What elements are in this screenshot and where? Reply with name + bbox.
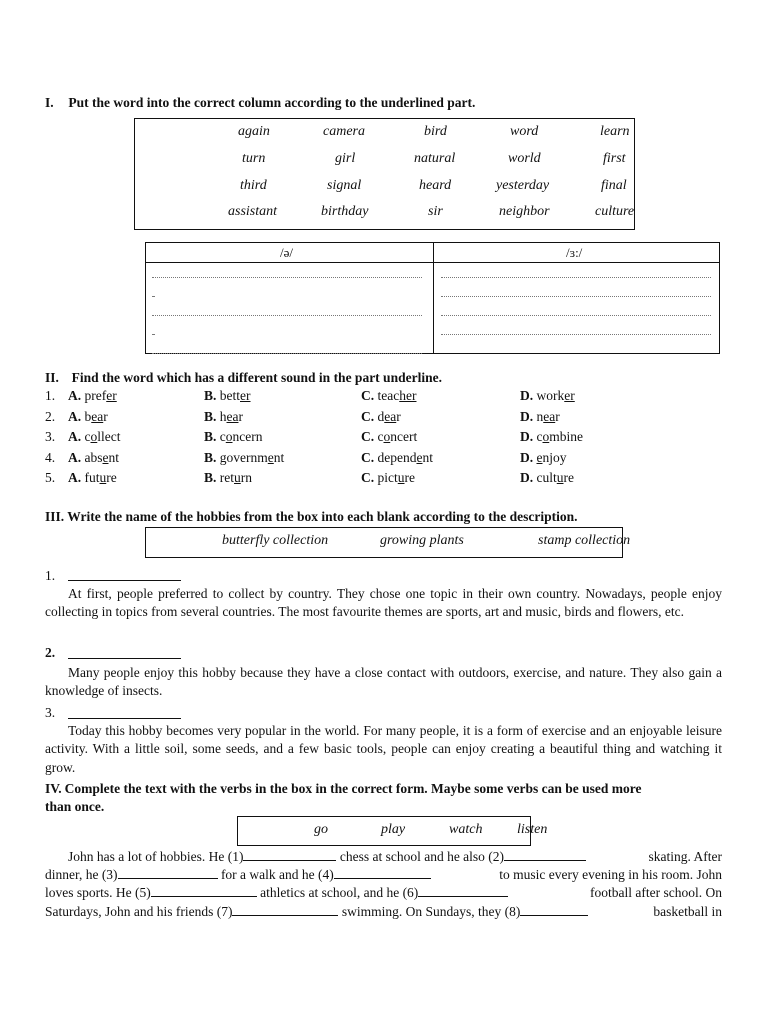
- option-underlined-part: e: [416, 449, 423, 465]
- option-underlined-part: u: [556, 470, 564, 485]
- section1-instruction: Put the word into the correct column according to the underlined part.: [68, 95, 476, 110]
- option-word-part: abs: [84, 449, 103, 465]
- option-letter: A.: [68, 449, 82, 465]
- word-cell: girl: [335, 151, 356, 166]
- option-letter: B.: [204, 388, 217, 403]
- verb-option: play: [381, 822, 406, 837]
- answer-option[interactable]: [204, 470, 252, 486]
- option-letter: A.: [68, 408, 82, 424]
- option-underlined-part: u: [99, 470, 107, 485]
- hobby-answer-blank[interactable]: [68, 580, 181, 581]
- option-word-part: r: [238, 408, 243, 424]
- option-word-part: r: [555, 408, 560, 424]
- option-underlined-part: u: [234, 470, 241, 485]
- option-word-part: re: [563, 470, 574, 485]
- option-letter: D.: [520, 388, 534, 403]
- option-letter: D.: [520, 470, 534, 485]
- answer-option[interactable]: [361, 470, 415, 486]
- option-word-part: b: [84, 408, 92, 424]
- answer-option[interactable]: [204, 450, 284, 466]
- option-underlined-part: ea: [226, 408, 239, 424]
- option-word-part: c: [219, 429, 226, 444]
- word-cell: signal: [327, 178, 362, 193]
- option-word-part: r: [396, 408, 401, 424]
- word-cell: sir: [428, 204, 443, 219]
- option-underlined-part: er: [240, 388, 251, 403]
- word-cell: learn: [600, 124, 630, 139]
- section2-heading: [45, 370, 442, 386]
- column-header-schwa: /ə/: [280, 245, 293, 260]
- passage-line: [45, 848, 722, 866]
- hobby-answer-blank[interactable]: [68, 718, 181, 719]
- word-cell: turn: [242, 151, 266, 166]
- option-underlined-part: o: [90, 429, 98, 444]
- option-underlined-part: ea: [91, 408, 104, 424]
- section4-number: IV.: [45, 781, 62, 796]
- answer-option[interactable]: [361, 429, 417, 445]
- option-word-part: re: [106, 470, 117, 485]
- option-underlined-part: e: [267, 449, 274, 465]
- word-cell: bird: [424, 124, 447, 139]
- passage: [45, 848, 722, 921]
- option-word-part: pict: [377, 470, 398, 485]
- verb-blank-8[interactable]: [520, 903, 588, 916]
- option-letter: D.: [520, 449, 534, 465]
- option-underlined-part: u: [397, 470, 405, 485]
- passage-text: skating. After: [648, 849, 722, 864]
- option-word-part: pref: [84, 388, 107, 403]
- section1-number: I.: [45, 95, 54, 110]
- section3-instruction: Write the name of the hobbies from the box into each blank according to the description.: [67, 509, 578, 524]
- passage-text: football after school. On: [590, 885, 722, 901]
- verb-option: listen: [517, 822, 548, 837]
- answer-line-right[interactable]: [441, 296, 711, 297]
- section4-heading: [45, 780, 725, 815]
- passage-text: to music every evening in his room. John: [499, 867, 722, 883]
- passage-line: [45, 866, 722, 884]
- answer-option[interactable]: [68, 409, 108, 425]
- passage-text: chess at school and he also (2): [336, 849, 505, 864]
- verb-blank-4[interactable]: [334, 866, 431, 879]
- word-cell: third: [240, 178, 267, 193]
- hobby-option: butterfly collection: [222, 533, 329, 548]
- passage-text: Saturdays, John and his friends (7): [45, 903, 233, 919]
- answer-line-left[interactable]: [152, 334, 154, 335]
- option-underlined-part: ea: [543, 408, 556, 424]
- question-number: 4.: [45, 449, 56, 465]
- option-word-part: nt: [273, 449, 285, 465]
- option-word-part: c: [377, 429, 384, 444]
- option-underlined-part: er: [564, 388, 575, 403]
- section1-heading: [45, 95, 475, 111]
- answer-option[interactable]: [520, 388, 575, 404]
- word-cell: world: [508, 151, 541, 166]
- option-word-part: ret: [219, 470, 235, 485]
- option-letter: A.: [68, 470, 82, 485]
- option-word-part: nt: [108, 449, 120, 465]
- option-word-part: cult: [536, 470, 557, 485]
- answer-option[interactable]: [204, 429, 263, 445]
- verb-option: watch: [449, 822, 483, 837]
- answer-line-left[interactable]: [152, 277, 422, 278]
- option-underlined-part: o: [225, 429, 233, 444]
- answer-line-right[interactable]: [441, 334, 711, 335]
- section4-instruction-line2: than once.: [45, 798, 105, 814]
- hobby-option: growing plants: [380, 533, 464, 548]
- verb-blank-2[interactable]: [504, 848, 586, 861]
- word-cell: word: [510, 124, 539, 139]
- hobby-description: Many people enjoy this hobby because they have a close contact with outdoors, exercise, and nature. They also gain a knowledge of insects.: [45, 665, 722, 699]
- section4-instruction-line1: Complete the text with the verbs in the box in the correct form. Maybe some verbs can be used more: [64, 781, 642, 796]
- word-cell: heard: [419, 178, 452, 193]
- option-word-part: c: [536, 429, 543, 444]
- word-cell: culture: [595, 204, 635, 219]
- option-underlined-part: e: [102, 449, 109, 465]
- hobby-answer-blank[interactable]: [68, 658, 181, 659]
- answer-option[interactable]: [68, 450, 119, 466]
- answer-option[interactable]: [361, 388, 416, 404]
- verb-option: go: [314, 822, 328, 837]
- answer-table-column-divider: [433, 242, 434, 353]
- option-underlined-part: o: [383, 429, 391, 444]
- option-letter: D.: [520, 429, 534, 444]
- option-word-part: r: [103, 408, 108, 424]
- option-letter: C.: [361, 388, 375, 403]
- option-letter: C.: [361, 408, 375, 424]
- question-number: 2.: [45, 408, 56, 424]
- hobby-description: At first, people preferred to collect by country. They chose one topic in their own country. Nowadays, people enjoy collecting in topics from several countries. The most favourite themes are sports, art and music, birds and flowers, etc.: [45, 586, 722, 620]
- option-letter: B.: [204, 470, 217, 485]
- option-letter: D.: [520, 408, 534, 424]
- option-letter: C.: [361, 470, 375, 485]
- passage-text: athletics at school, and he (6): [256, 885, 419, 901]
- hobby-item-number: 1.: [45, 568, 56, 583]
- option-letter: B.: [204, 429, 217, 444]
- answer-line-left[interactable]: [152, 315, 422, 316]
- passage-text: basketball in: [653, 903, 722, 919]
- hobby-option: stamp collection: [538, 533, 631, 548]
- option-underlined-part: e: [536, 449, 543, 465]
- answer-option[interactable]: [520, 429, 583, 445]
- option-word-part: ncert: [390, 429, 418, 444]
- option-word-part: c: [84, 429, 91, 444]
- question-number: 1.: [45, 388, 56, 403]
- option-word-part: ncern: [232, 429, 263, 444]
- option-underlined-part: ea: [384, 408, 397, 424]
- verb-blank-5[interactable]: [151, 884, 257, 897]
- verb-blank-7[interactable]: [232, 903, 338, 916]
- passage-line: [45, 903, 722, 921]
- answer-line-right[interactable]: [441, 277, 711, 278]
- word-cell: natural: [414, 151, 456, 166]
- word-cell: again: [238, 124, 270, 139]
- word-cell: neighbor: [499, 204, 550, 219]
- option-underlined-part: o: [542, 429, 550, 444]
- option-underlined-part: her: [399, 388, 417, 403]
- column-header-er: /ɜ:/: [566, 245, 583, 260]
- answer-option[interactable]: [361, 450, 433, 466]
- option-letter: C.: [361, 449, 375, 465]
- passage-text: for a walk and he (4): [217, 867, 334, 883]
- option-letter: A.: [68, 429, 82, 444]
- answer-option[interactable]: [204, 409, 243, 425]
- option-letter: C.: [361, 429, 375, 444]
- hobby-item-number: 3.: [45, 705, 56, 720]
- option-word-part: nt: [422, 449, 433, 465]
- option-word-part: mbine: [549, 429, 583, 444]
- hobby-description: Today this hobby becomes very popular in the world. For many people, it is a form of exercise and an enjoyable leisure activity. With a little soil, some seeds, and a few basic tools, people can enjoy creating a beautiful thing and watching it grow.: [45, 723, 722, 775]
- verb-blank-6[interactable]: [418, 884, 508, 897]
- hobby-item-number: 2.: [45, 645, 56, 660]
- option-letter: A.: [68, 388, 82, 403]
- answer-option[interactable]: [520, 450, 567, 466]
- word-cell: first: [603, 151, 626, 166]
- option-word-part: h: [219, 408, 227, 424]
- word-cell: birthday: [321, 204, 369, 219]
- option-word-part: bett: [219, 388, 241, 403]
- answer-line-right[interactable]: [441, 315, 711, 316]
- option-word-part: work: [536, 388, 565, 403]
- option-word-part: rn: [240, 470, 253, 485]
- section2-number: II.: [45, 370, 59, 385]
- word-cell: final: [601, 178, 627, 193]
- section2-instruction: Find the word which has a different sound in the part underline.: [71, 370, 442, 385]
- verb-blank-1[interactable]: [243, 848, 336, 861]
- answer-option[interactable]: [68, 470, 117, 486]
- passage-text: dinner, he (3): [45, 867, 118, 883]
- word-box: [134, 118, 635, 230]
- answer-option[interactable]: [520, 470, 574, 486]
- question-number: 5.: [45, 470, 56, 485]
- passage-text: swimming. On Sundays, they (8): [338, 903, 521, 919]
- verb-blank-3[interactable]: [118, 866, 218, 879]
- option-word-part: d: [377, 408, 385, 424]
- answer-option[interactable]: [204, 388, 251, 404]
- answer-option[interactable]: [361, 409, 401, 425]
- answer-option[interactable]: [68, 388, 117, 404]
- section3-heading: [45, 509, 578, 525]
- option-word-part: re: [404, 470, 415, 485]
- option-word-part: governm: [219, 449, 268, 465]
- passage-text: loves sports. He (5): [45, 885, 151, 901]
- option-word-part: depend: [377, 449, 417, 465]
- answer-option[interactable]: [68, 429, 121, 445]
- option-word-part: llect: [97, 429, 121, 444]
- option-underlined-part: er: [106, 388, 117, 403]
- option-word-part: n: [536, 408, 544, 424]
- option-word-part: njoy: [542, 449, 567, 465]
- word-cell: assistant: [228, 204, 278, 219]
- question-number: 3.: [45, 429, 56, 444]
- passage-text: John has a lot of hobbies. He (1): [68, 849, 244, 864]
- word-cell: camera: [323, 124, 365, 139]
- answer-line-left[interactable]: [152, 296, 154, 297]
- option-letter: B.: [204, 449, 217, 465]
- section3-number: III.: [45, 509, 65, 524]
- passage-line: [45, 884, 722, 902]
- answer-option[interactable]: [520, 409, 560, 425]
- option-letter: B.: [204, 408, 217, 424]
- answer-line-left[interactable]: [152, 353, 422, 354]
- word-cell: yesterday: [496, 178, 550, 193]
- option-word-part: teac: [377, 388, 400, 403]
- option-word-part: fut: [84, 470, 100, 485]
